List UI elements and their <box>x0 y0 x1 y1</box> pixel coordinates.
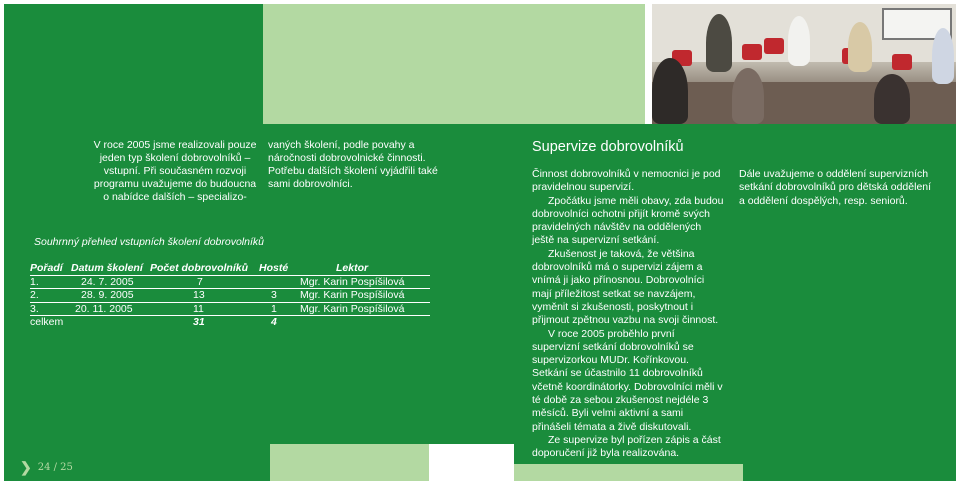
cell-lecturer: Mgr. Karin Pospíšilová <box>300 302 405 315</box>
page-number <box>20 460 73 476</box>
header-light-block <box>263 4 645 124</box>
paragraph: Zpočátku jsme měli obavy, zda budou dobrovolníci ochotni přijít kromě svých pravidelných návštěv na oddělených ještě na supervizní setkání. <box>532 194 724 247</box>
table-header-row <box>30 262 430 276</box>
total-label: celkem <box>30 316 64 328</box>
intro-text-col1: V roce 2005 jsme realizovali pouze jeden typ školení dobrovolníků – vstupní. Při současném rozvoji programu uvažujeme do budoucna o nabídce dalších – specializo- <box>93 139 257 203</box>
chevron-right-icon: ❯ <box>20 460 32 476</box>
cell-guests: 1 <box>271 302 277 315</box>
cell-date: 28. 9. 2005 <box>81 289 134 301</box>
cell-volunteers: 13 <box>193 289 205 301</box>
cell-lecturer: Mgr. Karin Pospíšilová <box>300 275 405 288</box>
footer-light-block <box>270 444 429 481</box>
right-footer-light-block <box>514 464 743 481</box>
header-guests: Hosté <box>259 262 289 274</box>
total-guests: 4 <box>271 316 277 328</box>
cell-volunteers: 7 <box>197 275 203 288</box>
table-row <box>30 289 430 303</box>
cell-lecturer: Mgr. Karin Pospíšilová <box>300 289 405 301</box>
header-green-block <box>4 4 263 124</box>
supervision-text-col2 <box>739 168 939 208</box>
paragraph: V roce 2005 proběhlo první supervizní setkání dobrovolníků se supervizorkou MUDr. Kořínkovou. Setkání se účastnilo 11 dobrovolníků včetně koordinátorky. Dobrovolníci měli v té době za sebou zkušenost nejdéle 3 měsíců. Byli velmi aktivní a sami přinášeli témata a živě diskutovali. <box>532 327 723 433</box>
paragraph: Ze supervize byl pořízen zápis a část doporučení již byla realizována. <box>532 433 721 460</box>
supervision-text-col1 <box>532 168 725 461</box>
right-footer-green-block <box>743 464 956 481</box>
table-row <box>30 303 430 317</box>
cell-order: 3. <box>30 302 39 315</box>
paragraph: Zkušenost je taková, že většina dobrovolníků má o supervizi zájem a vnímá ji jako přínosnou. Dobrovolníci mají příležitost setkat se navzájem, vyměnit si zkušenosti, poskytnout i přijmout zpětnou vazbu na svoji činnost. <box>532 247 719 327</box>
page-number-text: 24 / 25 <box>37 462 73 473</box>
intro-text-col2: vaných školení, podle povahy a náročnosti dobrovolnické činnosti. Potřebu dalších školení vyjádřili také sami dobrovolníci. <box>268 139 438 190</box>
supervision-title: Supervize dobrovolníků <box>532 139 684 155</box>
training-summary-table <box>30 262 430 329</box>
paragraph: Činnost dobrovolníků v nemocnici je pod pravidelnou supervizí. <box>532 168 721 194</box>
cell-order: 1. <box>30 275 39 288</box>
table-caption: Souhrnný přehled vstupních školení dobrovolníků <box>34 236 264 248</box>
total-volunteers: 31 <box>193 316 205 328</box>
table-total-row <box>30 316 430 329</box>
cell-date: 20. 11. 2005 <box>75 302 133 315</box>
header-order: Pořadí <box>30 262 63 274</box>
cell-order: 2. <box>30 289 39 301</box>
cell-volunteers: 11 <box>193 302 204 315</box>
table-row <box>30 276 430 290</box>
header-lecturer: Lektor <box>336 262 369 274</box>
header-volunteers: Počet dobrovolníků <box>150 262 249 274</box>
header-date: Datum školení <box>71 262 143 274</box>
paragraph: Dále uvažujeme o oddělení supervizních setkání dobrovolníků pro dětská oddělení a oddělení dospělých, resp. seniorů. <box>739 168 932 207</box>
group-meeting-photo <box>652 4 956 124</box>
cell-date: 24. 7. 2005 <box>81 275 134 288</box>
cell-guests: 3 <box>271 289 277 301</box>
